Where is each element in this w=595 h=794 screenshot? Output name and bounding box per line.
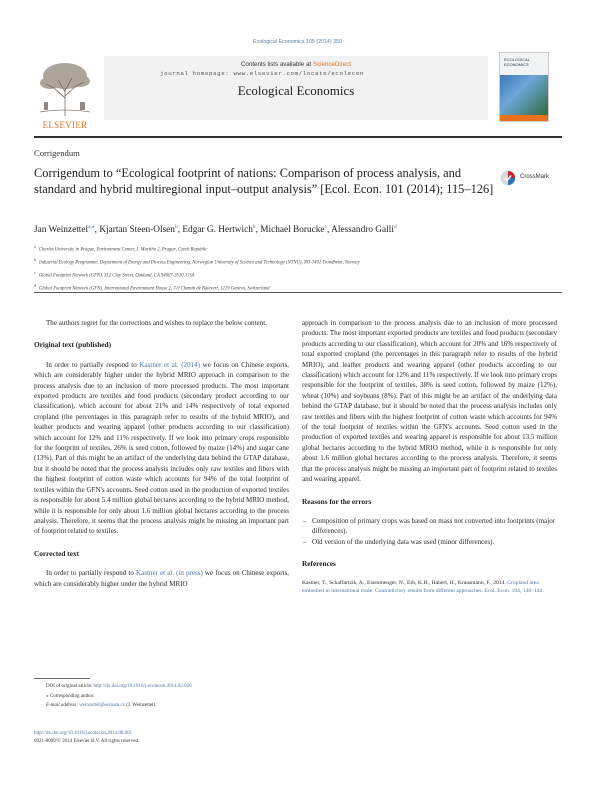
author-affiliation-marker[interactable]: d <box>393 224 397 230</box>
affiliation-text: Global Footprint Network (GFN), International Environment House 2, 7-9 Chemin de Balexert, 1219 Geneva, Switzerland <box>39 286 270 292</box>
email-footnote <box>34 701 289 711</box>
doi-footnote <box>34 682 289 692</box>
affiliation-text: Global Footprint Network (GFN), 312 Clay Street, Oakland, CA 94607-3510, USA <box>38 273 195 279</box>
author-name[interactable]: Jan Weinzettel <box>34 225 89 236</box>
footnotes <box>34 682 289 711</box>
intro-paragraph: The authors regret for the corrections and wishes to replace the below content. <box>46 319 267 327</box>
original-text-heading: Original text (published) <box>34 340 112 350</box>
article-title: Corrigendum to “Ecological footprint of nations: Comparison of process analysis, and standard and hybrid multiregional input–output analysis” [Ecol. Econ. 101 (2014); 115–126] <box>34 166 494 196</box>
journal-citation[interactable]: Ecological Economics 105 (2014) 350 <box>253 39 342 45</box>
affiliation-divider <box>34 292 562 293</box>
article-type: Corrigendum <box>34 148 80 158</box>
reference-authors: Kastner, T., Schaffartzik, A., Eisenmenger, N., Erb, K.H., Haberl, H., Krausmann, F., 2014. <box>302 579 508 586</box>
list-item: – Old version of the underlying data was used (minor differences). <box>302 537 557 547</box>
author-affiliation-marker[interactable]: c <box>324 224 327 230</box>
corrected-text-heading: Corrected text <box>34 548 80 558</box>
affiliation <box>34 242 562 255</box>
affiliation-text: Charles University in Prague, Environment Center, J. Martiho 2, Prague, Czech Republic <box>38 247 208 253</box>
references-heading: References <box>302 559 336 569</box>
crossmark-label: CrossMark <box>520 174 550 180</box>
journal-homepage[interactable]: journal homepage: www.elsevier.com/locate/ecolecon <box>160 70 364 77</box>
affiliation-marker: a <box>34 244 36 249</box>
reasons-list <box>302 516 557 547</box>
author-name[interactable]: Kjartan Steen-Olsen <box>99 225 175 236</box>
footnote-label: E-mail address: <box>46 703 80 709</box>
affiliation-marker: d <box>34 283 36 289</box>
corrected-text-paragraph <box>34 568 289 589</box>
sciencedirect-link[interactable]: ScienceDirect <box>312 61 352 68</box>
corrected-text-continuation: approach in comparison to the process analysis due to an inclusion of more processed products. The most important exported products are textiles and food products (secondary products according to our classification), which account for 20% and 16% respectively of total exported cropland (the percentages in this paragraph refer to results of the hybrid MRIO), and leather products and wearing apparel (other products according to our classification) which account for 12% and 11% respectively. If we look into primary crops responsible for the footprint of textiles, 38% is seed cotton, followed by maize (12%), wheat (10%) and soybeans (8%). Part of this might be an artifact of the underlying data behind the GTAP database, but it should be noted that the process analysis includes only raw textiles and fibers with the highest footprint of cotton waste which accounts for 94% of the total footprint of textiles within the GFN's accounts. Seed cotton used in the production of exported textiles and wearing apparel is responsible for about 13.5 million global hectares according to the hybrid MRIO method, while it is responsible for only about 1.6 million global hectares according to the process analysis. Therefore, it seems that the process analysis might be missing an important part of footprint related to textiles and wearing apparel. <box>302 319 557 484</box>
publisher-name: ELSEVIER <box>42 120 88 130</box>
citation-link[interactable]: Kastner et al. (in press) <box>136 569 203 578</box>
tree-icon <box>34 58 96 118</box>
original-doi-link[interactable]: http://dx.doi.org/10.1016/j.ecolecon.2014.02.020 <box>93 684 192 689</box>
footnote-divider <box>34 678 90 679</box>
cover-strip <box>500 115 548 121</box>
page-footer <box>34 730 139 746</box>
paragraph-text: we focus on Chinese exports, which are considerably higher under the hybrid MRIO approach in comparison to the process analysis due to an inclusion of more processed products. The most important exported products are textiles and food products (secondary product according to our classification), which account for about 21% and 14% respectively of total exported cropland (the percentages in this paragraph refer to results of the hybrid MRIO), and leather products and wearing apparel (other products according to our classification) which account for 12% and 11% respectively. If we look into primary crops responsible for the footprint of textiles, 26% is seed cotton, followed by maize (14%) and sugar cane (13%). Part of this might be an artifact of the underlying data behind the GTAP database, but it should be noted that the process analysis includes only raw textiles and fibers with the highest footprint of cotton waste which accounts for 94% of the total footprint of textiles within the GFN's accounts. Seed cotton used in the production of exported textiles is responsible for about 5.4 million global hectares according to the hybrid MRIO method, while it is responsible for only about 1.6 million global hectares according to the process analysis. Therefore, it seems that the process analysis might be missing an important part of footprint related to textiles. <box>34 360 290 536</box>
author-name[interactable]: Edgar G. Hertwich <box>182 225 253 236</box>
cover-title: ECOLOGICAL ECONOMICS <box>504 57 530 67</box>
footnote-label: DOI of original article: <box>46 684 94 689</box>
journal-masthead <box>34 56 562 132</box>
affiliation-marker: b <box>34 257 36 263</box>
author-name[interactable]: Alessandro Galli <box>331 225 394 236</box>
list-item: – Composition of primary crops was based on mass not converted into footprints (major differences). <box>302 516 557 537</box>
contents-line <box>104 61 488 68</box>
footnote-text: (J. Weinzettel). <box>125 703 157 709</box>
reference-link[interactable]: Cropland area embodied in international trade: Contradictory results from different approaches. Ecol. Econ. 104, 140–144. <box>302 579 544 594</box>
author-affiliation-marker[interactable]: b <box>252 224 256 230</box>
reasons-heading: Reasons for the errors <box>302 496 372 506</box>
paragraph-text: In order to partially respond to <box>46 360 140 369</box>
article-doi-link[interactable]: http://dx.doi.org/10.1016/j.ecolecon.2014.08.001 <box>34 731 133 736</box>
right-column <box>302 318 557 595</box>
cover-art <box>500 75 548 115</box>
copyright-line: 0921-8009/© 2014 Elsevier B.V. All rights reserved. <box>34 739 140 744</box>
original-text-paragraph <box>34 360 289 537</box>
author-name[interactable]: Michael Borucke <box>260 225 325 236</box>
citation-link[interactable]: Kastner et al. (2014) <box>139 360 200 369</box>
paragraph-text: we focus on Chinese exports, which are considerably higher under the hybrid MRIO <box>34 569 289 588</box>
author-affiliation-marker[interactable]: a,⁎ <box>88 224 95 230</box>
affiliation-text: Industrial Ecology Programme, Department of Energy and Process Engineering, Norwegian University of Science and Technology (NTNU), NO-7491 Trondheim, Norway <box>39 260 360 266</box>
journal-cover-thumbnail[interactable] <box>499 52 549 122</box>
masthead-banner <box>104 56 488 120</box>
contents-prefix: Contents lists available at <box>240 61 313 68</box>
paragraph-text: In order to partially respond to <box>46 569 136 578</box>
left-column <box>34 318 289 589</box>
header-divider <box>34 136 562 138</box>
affiliation-marker: c <box>34 270 36 276</box>
author-list: Jan Weinzettel$^{a,⁎}$, Kjartan Steen-Olsen$^b$, Edgar G. Hertwich$^b$, Michael Borucke$^c$, Alessandro Galli$^d$ <box>34 224 397 236</box>
author-affiliation-marker[interactable]: b <box>174 224 178 230</box>
affiliation <box>34 268 562 281</box>
journal-title: Ecological Economics <box>237 83 355 98</box>
reference-entry <box>302 579 557 595</box>
affiliation-list <box>34 242 562 294</box>
crossmark-badge[interactable] <box>500 168 562 190</box>
corresponding-author-note: ⁎ Corresponding author. <box>46 693 95 699</box>
crossmark-icon <box>500 169 516 187</box>
affiliation <box>34 255 562 268</box>
elsevier-tree-logo[interactable] <box>34 58 96 130</box>
email-link[interactable]: weinzettel@seznam.cz <box>79 703 125 709</box>
